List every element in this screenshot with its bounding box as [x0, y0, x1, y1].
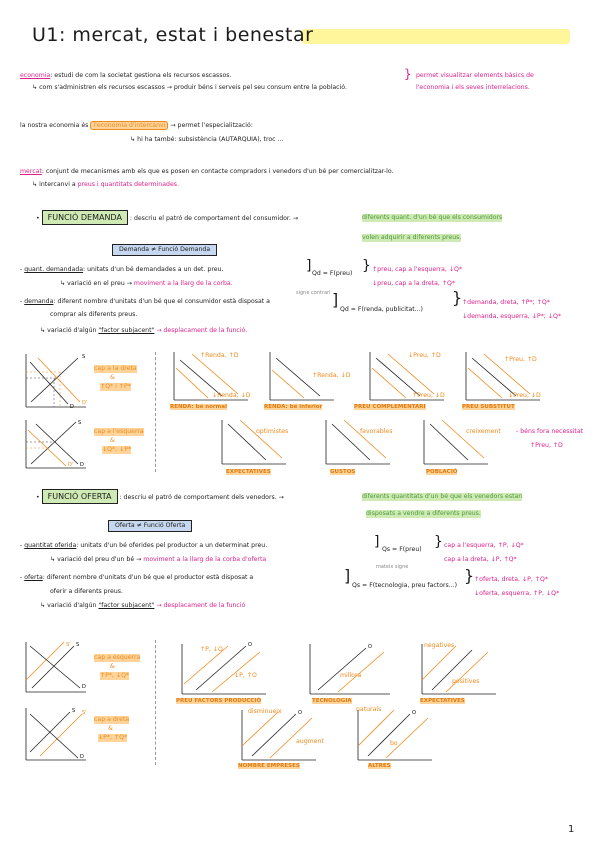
- label-nombre-empreses: NOMBRE EMPRESES: [238, 763, 300, 769]
- economia-def: : estudi de com la societat gestiona els recursos escassos.: [50, 72, 232, 79]
- svg-text:S: S: [82, 354, 86, 360]
- intercanvi-line: la nostra economia és l'economia d'intercanvi → permet l'especialització:: [20, 122, 253, 129]
- sshift2-b: &: [108, 725, 113, 732]
- sshift1-a: cap a esquerra: [94, 654, 141, 661]
- b3-note1: - béns fora necessitat: [516, 428, 584, 435]
- c3-pos: positives: [452, 678, 480, 685]
- qd-line: - quant. demandada: unitats d'un bé demandades a un det. preu.: [20, 266, 224, 273]
- a3-down: ↑Preu, ↓D: [412, 392, 445, 399]
- b1: optimistes: [256, 428, 289, 435]
- d-result2: ↓demanda, esquerra, ↓P*; ↓Q*: [462, 313, 561, 320]
- d-line: - demanda: diferent nombre d'unitats d'un bé que el consumidor està disposat a: [20, 298, 270, 305]
- a3-up: ↓Preu, ↑D: [408, 352, 441, 359]
- c2: millora: [340, 672, 362, 679]
- brace-right-icon: ]: [306, 258, 312, 274]
- economia-term: economia: [20, 72, 51, 79]
- label-renda-inferior: RENDA: bé inferior: [264, 404, 323, 410]
- svg-text:S: S: [78, 420, 82, 426]
- signe-contrari: signe contrari: [296, 290, 331, 296]
- sshift2-c: ↓P*, ↑Q*: [98, 734, 128, 741]
- d-sub: ↳ variació d'algún "factor subjacent" → desplacament de la funció.: [40, 327, 248, 334]
- economia-note1: permet visualitzar elements bàsics de: [416, 72, 534, 79]
- demand-factor-charts: [168, 350, 588, 480]
- dshift-left-diagram: [26, 420, 86, 468]
- sshift-right-diagram: [26, 708, 87, 760]
- funcio-oferta-heading: FUNCIÓ OFERTA: [42, 489, 118, 504]
- svg-text:D': D': [68, 462, 74, 468]
- qo-line: - quantitat oferida: unitats d'un bé oferides pel productor a un determinat preu.: [20, 542, 268, 549]
- qd-formula: Qd = F(preu): [312, 270, 353, 277]
- svg-text:D': D': [82, 400, 88, 406]
- supply-factor-charts: [176, 640, 596, 770]
- brace-right-icon: }: [434, 534, 443, 550]
- chart-expectatives: [222, 420, 289, 464]
- economia-intercanvi-tag: l'economia d'intercanvi: [90, 121, 168, 130]
- dshift2-b: &: [110, 437, 115, 444]
- d-line2: comprar als diferents preus.: [50, 311, 138, 318]
- dshift1-c: ↑Q* i ↑P*: [100, 383, 131, 390]
- svg-text:D: D: [80, 462, 84, 468]
- o-line: - oferta: diferent nombre d'unitats d'un bé que el productor està disposat a: [20, 574, 254, 581]
- chart-tecnologia: [310, 644, 390, 694]
- dshift-right-diagram: [26, 354, 87, 410]
- brace-right-icon: }: [452, 288, 463, 307]
- label-preu-factors: PREU FACTORS PRODUCCIÓ: [176, 698, 262, 704]
- label-gustos: GUSTOS: [330, 469, 356, 475]
- a1-down: ↓Renda, ↓D: [212, 392, 251, 399]
- funcio-demanda-heading: FUNCIÓ DEMANDA: [42, 210, 128, 225]
- sshift1-c: ↑P*, ↓Q*: [100, 672, 130, 679]
- demanda-note2: volen adquirir a diferents preus.: [362, 234, 462, 241]
- qd-result2: ↓preu, cap a la dreta, ↑Q*: [372, 280, 455, 287]
- b3-note2: ↑Preu, ↑D: [530, 442, 563, 449]
- sshift1-b: &: [110, 663, 115, 670]
- qo-formula: Qs = F(preu): [382, 546, 422, 553]
- oferta-heading-line: • FUNCIÓ OFERTA : descriu el patró de comportament dels venedors. →: [36, 493, 284, 502]
- a1-up: ↑Renda, ↑D: [200, 352, 239, 359]
- label-tecnologia: TECNOLOGIA: [312, 698, 352, 704]
- b2: favorables: [360, 428, 393, 435]
- mercat-sub: ↳ intercanvi a preus i quantitats determinades.: [32, 181, 179, 188]
- svg-text:D: D: [80, 754, 84, 760]
- divider: [155, 640, 157, 765]
- sshift2-a: cap a dreta: [94, 716, 130, 723]
- demanda-box: Demanda ≠ Funció Demanda: [112, 244, 217, 256]
- oferta-box: Oferta ≠ Funció Oferta: [108, 520, 192, 532]
- brace-right-icon: ]: [332, 290, 339, 309]
- brace-right-icon: }: [362, 258, 371, 274]
- chart-preu-factors: [182, 642, 266, 694]
- brace-right-icon: }: [404, 67, 412, 81]
- economia-sub: ↳ com s'administren els recursos escassos → produir béns i serveis pel seu consum entre la població.: [32, 84, 347, 91]
- mercat-line: mercat: conjunt de mecanismes amb els que es posen en contacte compradors i venedors d'un bé per comercialitzar-lo.: [20, 168, 394, 175]
- label-renda-normal: RENDA: bé normal: [170, 404, 227, 410]
- qd-sub: ↳ variació en el preu → moviment a la llarg de la corba.: [60, 280, 233, 287]
- a2-up: ↑Renda, ↓D: [312, 372, 351, 379]
- economia-note2: l'economia i els seves interrelacions.: [416, 84, 530, 91]
- chart-gustos: [326, 420, 393, 464]
- svg-text:D: D: [82, 684, 86, 690]
- chart-nombre-empreses: [242, 710, 316, 760]
- sshift-left-diagram: [26, 642, 86, 692]
- svg-text:S: S: [76, 642, 80, 648]
- dshift1-b: &: [110, 374, 115, 381]
- divider: [155, 352, 157, 472]
- o-line2: oferir a diferents preus.: [50, 588, 123, 595]
- label-expectatives-oferta: EXPECTATIVES: [420, 698, 465, 704]
- label-preu-complementari: PREU COMPLEMENTARI: [354, 404, 426, 410]
- o-sub: ↳ variació d'algún "factor subjacent" → desplacament de la funció: [40, 602, 246, 609]
- brace-right-icon: ]: [344, 566, 351, 585]
- svg-text:S': S': [82, 710, 87, 716]
- qd-result1: ↑preu, cap a l'esquerra, ↓Q*: [372, 266, 462, 273]
- d2-b: bo: [390, 740, 398, 747]
- mercat-term: mercat: [20, 168, 42, 175]
- demanda-note1: diferents quant. d'un bé que els consumidors: [362, 214, 503, 221]
- o-formula: Qs = F(tecnologia, preu factors...): [352, 582, 458, 589]
- c3-neg: negatives: [424, 642, 455, 649]
- qo-result2: cap a la dreta, ↓P, ↑Q*: [444, 556, 517, 563]
- dshift2-a: cap a l'esquerra: [94, 428, 144, 435]
- svg-text:S': S': [66, 642, 71, 648]
- oferta-note2: disposats a vendre a diferents preus.: [366, 510, 481, 517]
- d-result1: ↑demanda, dreta, ↑P*; ↑Q*: [462, 299, 550, 306]
- o-result2: ↓oferta, esquerra, ↑P, ↓Q*: [474, 590, 560, 597]
- chart-altres: [358, 710, 432, 760]
- svg-text:O: O: [248, 642, 252, 648]
- c1-down: ↓P, ↑O: [234, 672, 257, 679]
- d1-a: disminueix: [248, 708, 282, 715]
- qo-sub: ↳ variació del preu d'un bé → moviment a la llarg de la corba d'oferta: [50, 556, 267, 563]
- svg-text:O: O: [298, 710, 302, 716]
- label-preu-substitut: PREU SUBSTITUT: [462, 404, 515, 410]
- d2-a: naturals: [356, 706, 382, 713]
- intercanvi-sub: ↳ hi ha també: subsistència (AUTARQUIA), troc ...: [130, 136, 284, 143]
- chart-poblacio: [424, 420, 488, 464]
- svg-text:D: D: [70, 404, 74, 410]
- svg-text:O: O: [412, 710, 416, 716]
- title-highlight: [302, 29, 570, 44]
- brace-right-icon: ]: [374, 534, 380, 550]
- dshift1-a: cap a la dreta: [94, 365, 137, 372]
- d1-b: augment: [296, 738, 324, 745]
- dshift2-c: ↓Q*, ↓P*: [102, 446, 132, 453]
- a4-up: ↑Preu, ↑D: [504, 356, 537, 363]
- label-expectatives: EXPECTATIVES: [226, 469, 271, 475]
- qo-result1: cap a l'esquerra, ↑P, ↓Q*: [444, 542, 524, 549]
- mateix-signe: mateix signe: [376, 564, 409, 570]
- svg-text:O: O: [368, 644, 372, 650]
- chart-expectatives-oferta: [422, 644, 496, 694]
- d-formula: Qd = F(renda, publicitat...): [340, 306, 423, 313]
- c1-up: ↑P, ↓O: [200, 646, 223, 653]
- o-result1: ↑oferta, dreta, ↓P, ↑Q*: [474, 576, 548, 583]
- b3: creixement: [466, 428, 501, 435]
- label-poblacio: POBLACIÓ: [426, 469, 458, 475]
- page-number: 1: [568, 824, 575, 835]
- page-title: U1: mercat, estat i benestar: [32, 24, 314, 46]
- oferta-note1: diferents quantitats d'un bé que els venedors estan: [362, 493, 523, 500]
- economia-line: [20, 72, 231, 80]
- brace-right-icon: }: [464, 566, 475, 585]
- svg-text:S: S: [72, 708, 76, 714]
- demanda-heading-line: • FUNCIÓ DEMANDA : descriu el patró de comportament del consumidor. →: [36, 214, 298, 223]
- label-altres: ALTRES: [368, 763, 391, 769]
- a4-down: ↓Preu, ↓D: [508, 392, 541, 399]
